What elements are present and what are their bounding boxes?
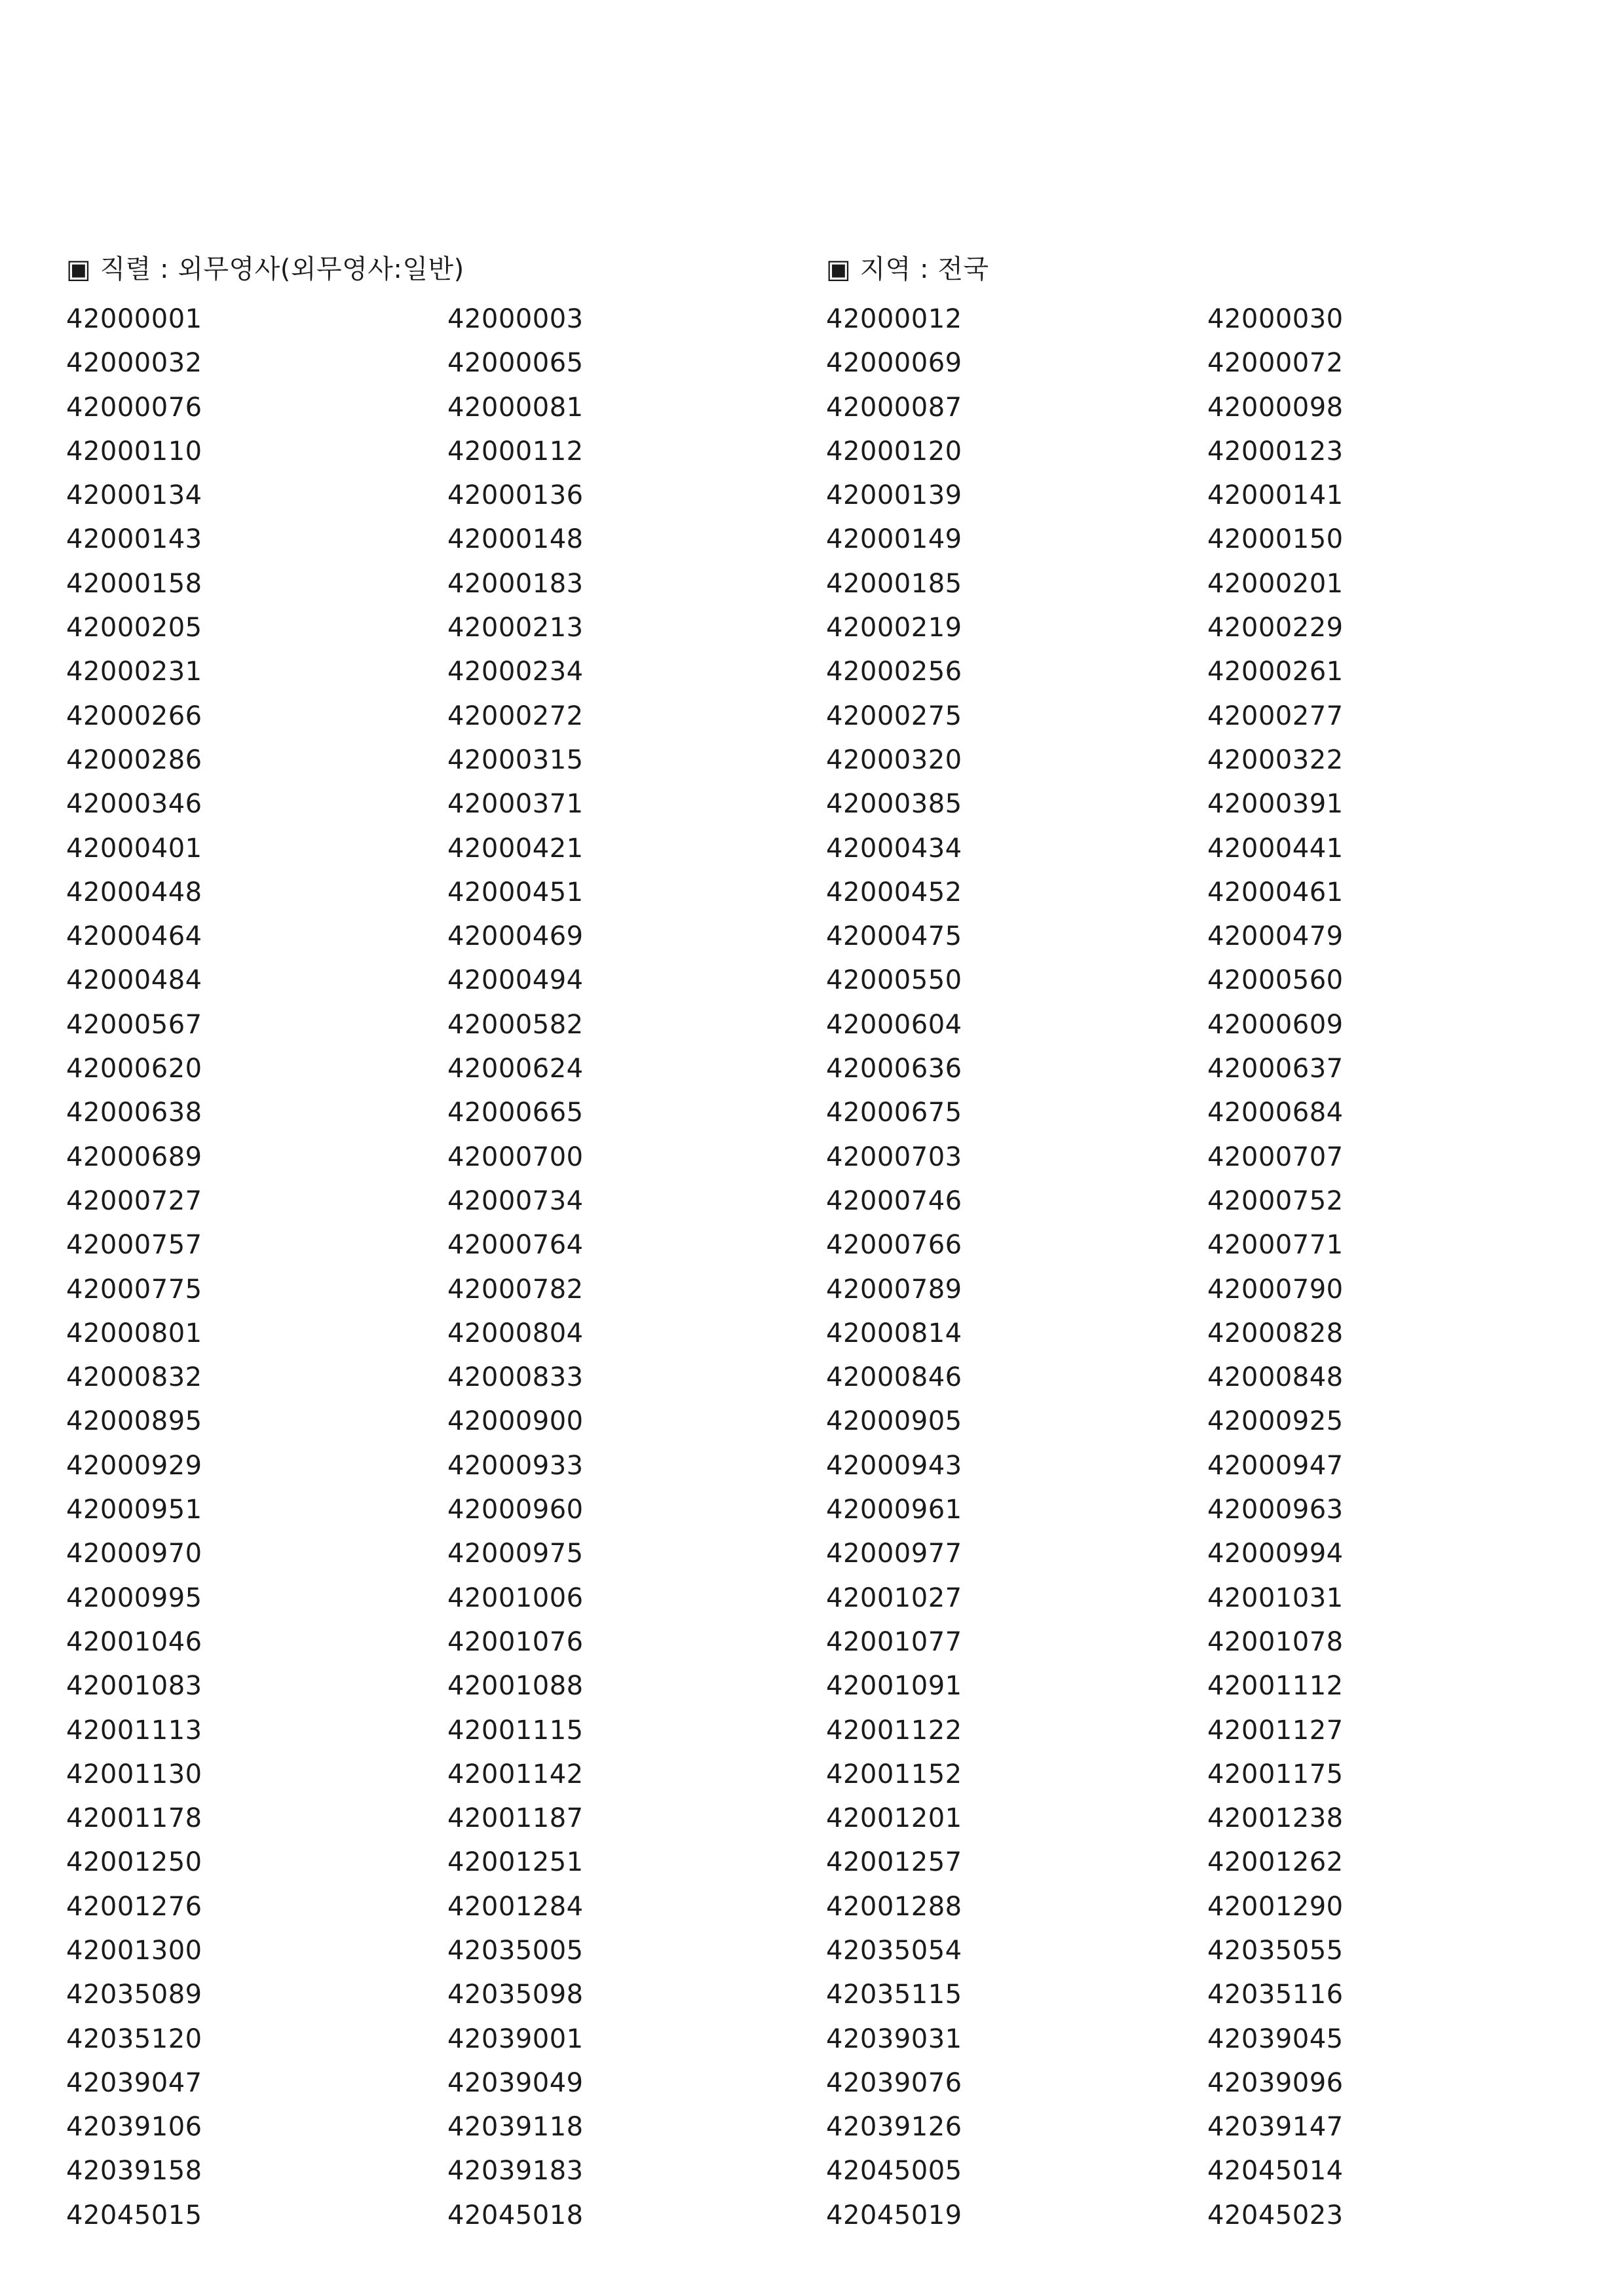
exam-number-cell: 42001152 (826, 1759, 962, 1789)
exam-number-cell: 42000848 (1207, 1362, 1344, 1393)
exam-number-cell: 42000638 (66, 1098, 202, 1128)
exam-number-cell: 42000464 (66, 921, 202, 952)
table-row (0, 2194, 1624, 2238)
exam-number-cell: 42000469 (447, 921, 584, 952)
exam-number-cell: 42000764 (447, 1230, 584, 1261)
exam-number-cell: 42000148 (447, 524, 584, 555)
exam-number-cell: 42000977 (826, 1539, 962, 1569)
table-row (0, 1797, 1624, 1841)
exam-number-cell: 42000229 (1207, 613, 1344, 643)
table-row (0, 2105, 1624, 2149)
exam-number-cell: 42001088 (447, 1671, 584, 1702)
exam-number-cell: 42000030 (1207, 304, 1344, 334)
exam-number-cell: 42000139 (826, 480, 962, 511)
table-row (0, 430, 1624, 474)
exam-number-cell: 42000475 (826, 921, 962, 952)
exam-number-cell: 42000087 (826, 392, 962, 423)
exam-number-cell: 42000149 (826, 524, 962, 555)
exam-number-cell: 42000832 (66, 1362, 202, 1393)
table-row (0, 1444, 1624, 1488)
exam-number-cell: 42000609 (1207, 1009, 1344, 1040)
exam-number-cell: 42000757 (66, 1230, 202, 1261)
table-row (0, 1091, 1624, 1135)
exam-number-cell: 42000479 (1207, 921, 1344, 952)
table-row (0, 1356, 1624, 1400)
exam-number-cell: 42000567 (66, 1009, 202, 1040)
exam-number-cell: 42000120 (826, 436, 962, 467)
table-row (0, 1400, 1624, 1444)
table-row (0, 1664, 1624, 1708)
exam-number-cell: 42000150 (1207, 524, 1344, 555)
exam-number-cell: 42001257 (826, 1847, 962, 1878)
exam-number-cell: 42001238 (1207, 1803, 1344, 1834)
exam-number-cell: 42000636 (826, 1054, 962, 1084)
exam-number-cell: 42000620 (66, 1054, 202, 1084)
exam-number-cell: 42000185 (826, 568, 962, 599)
exam-number-cell: 42000452 (826, 877, 962, 908)
table-row (0, 1753, 1624, 1797)
table-row (0, 695, 1624, 738)
exam-number-cell: 42000700 (447, 1141, 584, 1172)
table-row (0, 562, 1624, 606)
table-row (0, 1488, 1624, 1532)
exam-number-cell: 42001251 (447, 1847, 584, 1878)
exam-number-cell: 42000637 (1207, 1054, 1344, 1084)
exam-number-cell: 42000205 (66, 613, 202, 643)
exam-number-cell: 42000286 (66, 744, 202, 775)
table-row (0, 386, 1624, 430)
exam-number-cell: 42000123 (1207, 436, 1344, 467)
exam-number-grid (0, 297, 1624, 2238)
exam-number-cell: 42000448 (66, 877, 202, 908)
exam-number-cell: 42000727 (66, 1185, 202, 1216)
exam-number-cell: 42000346 (66, 789, 202, 820)
exam-number-cell: 42001006 (447, 1582, 584, 1613)
exam-number-cell: 42001288 (826, 1891, 962, 1922)
exam-number-cell: 42039106 (66, 2112, 202, 2143)
exam-number-cell: 42000951 (66, 1495, 202, 1525)
table-row (0, 738, 1624, 782)
table-row (0, 297, 1624, 341)
exam-number-cell: 42000461 (1207, 877, 1344, 908)
exam-number-cell: 42001276 (66, 1891, 202, 1922)
exam-number-cell: 42035098 (447, 1980, 584, 2010)
exam-number-cell: 42000065 (447, 348, 584, 379)
table-row (0, 959, 1624, 1003)
exam-number-cell: 42000032 (66, 348, 202, 379)
exam-number-cell: 42000752 (1207, 1185, 1344, 1216)
exam-number-cell: 42001300 (66, 1935, 202, 1966)
exam-number-cell: 42001175 (1207, 1759, 1344, 1789)
table-row (0, 827, 1624, 871)
exam-number-cell: 42000451 (447, 877, 584, 908)
exam-number-cell: 42035054 (826, 1935, 962, 1966)
exam-number-cell: 42000003 (447, 304, 584, 334)
exam-number-cell: 42000933 (447, 1450, 584, 1481)
exam-number-cell: 42001284 (447, 1891, 584, 1922)
table-row (0, 1179, 1624, 1223)
exam-number-cell: 42001130 (66, 1759, 202, 1789)
table-row (0, 1841, 1624, 1885)
exam-number-cell: 42000076 (66, 392, 202, 423)
exam-number-cell: 42000900 (447, 1406, 584, 1437)
exam-number-cell: 42000219 (826, 613, 962, 643)
table-row (0, 782, 1624, 826)
table-row (0, 871, 1624, 915)
exam-number-cell: 42000275 (826, 700, 962, 731)
exam-number-cell: 42001127 (1207, 1715, 1344, 1746)
exam-number-cell: 42000385 (826, 789, 962, 820)
exam-number-cell: 42000183 (447, 568, 584, 599)
exam-number-cell: 42000231 (66, 657, 202, 687)
exam-number-cell: 42000069 (826, 348, 962, 379)
exam-number-cell: 42000582 (447, 1009, 584, 1040)
table-row (0, 1047, 1624, 1091)
exam-number-cell: 42000012 (826, 304, 962, 334)
exam-number-cell: 42000675 (826, 1098, 962, 1128)
table-row (0, 2018, 1624, 2061)
table-row (0, 1973, 1624, 2017)
table-row (0, 1136, 1624, 1179)
exam-number-cell: 42000943 (826, 1450, 962, 1481)
exam-number-cell: 42000684 (1207, 1098, 1344, 1128)
exam-number-cell: 42035116 (1207, 1980, 1344, 2010)
exam-number-cell: 42000081 (447, 392, 584, 423)
exam-number-cell: 42001142 (447, 1759, 584, 1789)
exam-number-cell: 42000746 (826, 1185, 962, 1216)
table-row (0, 915, 1624, 959)
exam-number-cell: 42000112 (447, 436, 584, 467)
exam-number-cell: 42000801 (66, 1318, 202, 1349)
exam-number-cell: 42039045 (1207, 2023, 1344, 2054)
exam-number-cell: 42000401 (66, 833, 202, 864)
table-row (0, 1223, 1624, 1267)
exam-number-cell: 42039031 (826, 2023, 962, 2054)
table-row (0, 341, 1624, 385)
exam-number-cell: 42000072 (1207, 348, 1344, 379)
table-row (0, 2149, 1624, 2193)
exam-number-cell: 42001091 (826, 1671, 962, 1702)
exam-number-cell: 42000947 (1207, 1450, 1344, 1481)
exam-number-cell: 42000134 (66, 480, 202, 511)
table-row (0, 1709, 1624, 1753)
exam-number-cell: 42000098 (1207, 392, 1344, 423)
exam-number-cell: 42039001 (447, 2023, 584, 2054)
exam-number-cell: 42000261 (1207, 657, 1344, 687)
exam-number-cell: 42000814 (826, 1318, 962, 1349)
exam-number-cell: 42000213 (447, 613, 584, 643)
list-header (0, 250, 1624, 289)
exam-number-cell: 42000484 (66, 965, 202, 996)
exam-number-cell: 42001113 (66, 1715, 202, 1746)
exam-number-cell: 42039076 (826, 2067, 962, 2098)
table-row (0, 606, 1624, 650)
exam-number-cell: 42000201 (1207, 568, 1344, 599)
exam-number-cell: 42001031 (1207, 1582, 1344, 1613)
exam-number-cell: 42000929 (66, 1450, 202, 1481)
exam-number-cell: 42045019 (826, 2200, 962, 2230)
exam-number-cell: 42000703 (826, 1141, 962, 1172)
exam-number-cell: 42000266 (66, 700, 202, 731)
category-label: ▣ 직렬 : 외무영사(외무영사:일반) (66, 254, 464, 284)
exam-number-cell: 42035089 (66, 1980, 202, 2010)
exam-number-cell: 42000963 (1207, 1495, 1344, 1525)
table-row (0, 1929, 1624, 1973)
exam-number-cell: 42045014 (1207, 2156, 1344, 2187)
exam-number-cell: 42000234 (447, 657, 584, 687)
exam-number-cell: 42001290 (1207, 1891, 1344, 1922)
exam-number-cell: 42000804 (447, 1318, 584, 1349)
table-row (0, 1268, 1624, 1312)
exam-number-cell: 42000775 (66, 1274, 202, 1305)
table-row (0, 1532, 1624, 1576)
exam-number-cell: 42001046 (66, 1626, 202, 1657)
exam-number-cell: 42000441 (1207, 833, 1344, 864)
exam-number-cell: 42000995 (66, 1582, 202, 1613)
exam-number-cell: 42035005 (447, 1935, 584, 1966)
table-row (0, 1885, 1624, 1929)
exam-number-cell: 42045005 (826, 2156, 962, 2187)
exam-number-cell: 42000960 (447, 1495, 584, 1525)
exam-number-cell: 42039096 (1207, 2067, 1344, 2098)
exam-number-cell: 42045023 (1207, 2200, 1344, 2230)
exam-number-cell: 42000256 (826, 657, 962, 687)
exam-number-cell: 42045015 (66, 2200, 202, 2230)
exam-number-cell: 42001250 (66, 1847, 202, 1878)
exam-number-cell: 42000766 (826, 1230, 962, 1261)
exam-number-cell: 42000846 (826, 1362, 962, 1393)
exam-number-cell: 42001201 (826, 1803, 962, 1834)
exam-number-cell: 42039183 (447, 2156, 584, 2187)
exam-number-cell: 42000604 (826, 1009, 962, 1040)
exam-number-cell: 42035055 (1207, 1935, 1344, 1966)
exam-number-cell: 42001187 (447, 1803, 584, 1834)
table-row (0, 2061, 1624, 2105)
exam-number-cell: 42000975 (447, 1539, 584, 1569)
region-label: ▣ 지역 : 전국 (826, 254, 989, 284)
exam-number-cell: 42001115 (447, 1715, 584, 1746)
table-row (0, 518, 1624, 562)
exam-number-cell: 42039158 (66, 2156, 202, 2187)
exam-number-cell: 42000895 (66, 1406, 202, 1437)
exam-number-cell: 42000789 (826, 1274, 962, 1305)
exam-number-cell: 42000560 (1207, 965, 1344, 996)
exam-number-cell: 42001076 (447, 1626, 584, 1657)
exam-number-cell: 42001027 (826, 1582, 962, 1613)
exam-number-cell: 42000550 (826, 965, 962, 996)
exam-number-cell: 42000391 (1207, 789, 1344, 820)
exam-number-cell: 42000782 (447, 1274, 584, 1305)
exam-number-cell: 42000315 (447, 744, 584, 775)
exam-number-cell: 42000624 (447, 1054, 584, 1084)
exam-number-cell: 42000277 (1207, 700, 1344, 731)
exam-number-cell: 42045018 (447, 2200, 584, 2230)
exam-number-cell: 42000158 (66, 568, 202, 599)
exam-number-cell: 42039147 (1207, 2112, 1344, 2143)
exam-number-cell: 42000689 (66, 1141, 202, 1172)
table-row (0, 1312, 1624, 1356)
exam-number-cell: 42000925 (1207, 1406, 1344, 1437)
exam-number-cell: 42000136 (447, 480, 584, 511)
exam-number-cell: 42035120 (66, 2023, 202, 2054)
exam-number-cell: 42039126 (826, 2112, 962, 2143)
exam-number-cell: 42000833 (447, 1362, 584, 1393)
exam-number-cell: 42000665 (447, 1098, 584, 1128)
exam-number-cell: 42039049 (447, 2067, 584, 2098)
table-row (0, 1620, 1624, 1664)
table-row (0, 474, 1624, 518)
exam-number-cell: 42000110 (66, 436, 202, 467)
exam-number-cell: 42001078 (1207, 1626, 1344, 1657)
exam-number-cell: 42000771 (1207, 1230, 1344, 1261)
exam-number-cell: 42000905 (826, 1406, 962, 1437)
exam-number-cell: 42000421 (447, 833, 584, 864)
exam-number-cell: 42000994 (1207, 1539, 1344, 1569)
exam-number-cell: 42001112 (1207, 1671, 1344, 1702)
table-row (0, 1003, 1624, 1047)
exam-number-cell: 42000961 (826, 1495, 962, 1525)
exam-number-cell: 42000320 (826, 744, 962, 775)
exam-number-cell: 42000001 (66, 304, 202, 334)
exam-number-cell: 42000970 (66, 1539, 202, 1569)
exam-number-cell: 42000434 (826, 833, 962, 864)
table-row (0, 650, 1624, 694)
exam-number-cell: 42039047 (66, 2067, 202, 2098)
exam-number-cell: 42001077 (826, 1626, 962, 1657)
exam-number-cell: 42000828 (1207, 1318, 1344, 1349)
exam-number-cell: 42000143 (66, 524, 202, 555)
exam-number-cell: 42000734 (447, 1185, 584, 1216)
exam-number-cell: 42000371 (447, 789, 584, 820)
exam-number-cell: 42039118 (447, 2112, 584, 2143)
exam-number-cell: 42000707 (1207, 1141, 1344, 1172)
exam-number-cell: 42000322 (1207, 744, 1344, 775)
exam-number-cell: 42001083 (66, 1671, 202, 1702)
exam-number-cell: 42000272 (447, 700, 584, 731)
exam-number-cell: 42000494 (447, 965, 584, 996)
exam-number-cell: 42001262 (1207, 1847, 1344, 1878)
exam-number-cell: 42000141 (1207, 480, 1344, 511)
exam-number-cell: 42035115 (826, 1980, 962, 2010)
table-row (0, 1577, 1624, 1620)
exam-number-cell: 42000790 (1207, 1274, 1344, 1305)
exam-number-cell: 42001178 (66, 1803, 202, 1834)
exam-number-cell: 42001122 (826, 1715, 962, 1746)
